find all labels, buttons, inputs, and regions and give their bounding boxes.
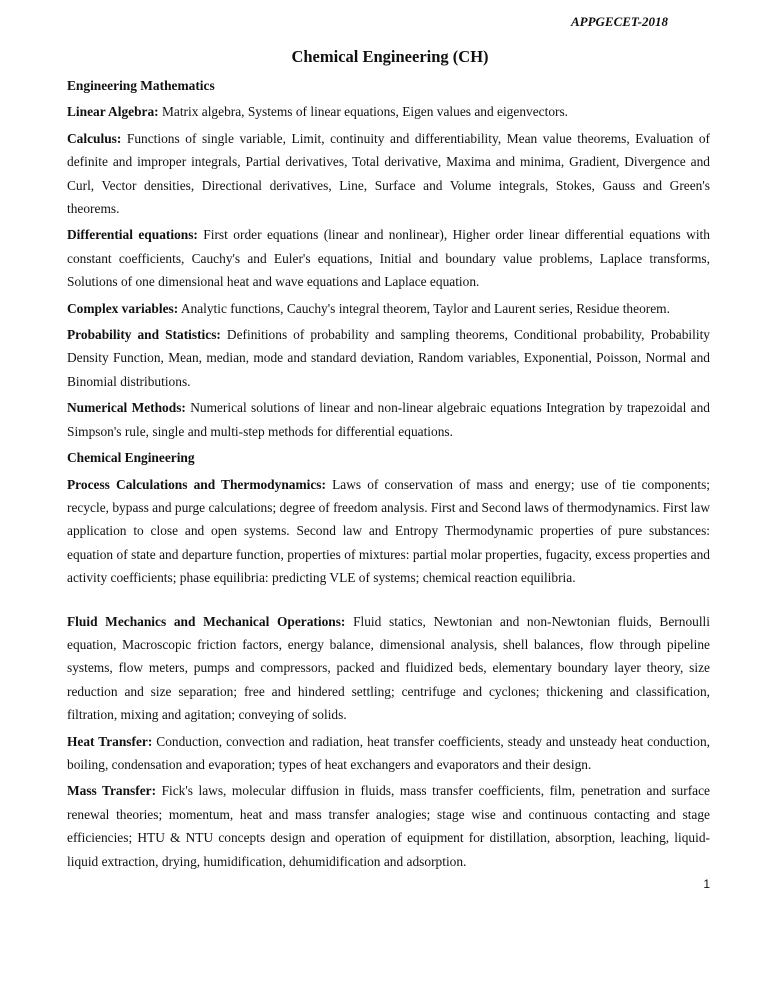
- section-heading: Chemical Engineering: [67, 450, 195, 466]
- topic-paragraph: Probability and Statistics: Definitions of probability and sampling theorems, Conditional probability, Probability Density Function, Mean, median, mode and standard deviation, Random variables, Exponential, Poisson, Normal and Binomial distributions.: [67, 327, 710, 389]
- topic-paragraph: Numerical Methods: Numerical solutions of linear and non-linear algebraic equations Integration by trapezoidal and Simpson's rule, single and multi-step methods for differential equations.: [67, 400, 710, 439]
- page-title: Chemical Engineering (CH): [291, 47, 489, 66]
- document-body: [67, 0, 710, 892]
- topic-paragraph: Mass Transfer: Fick's laws, molecular diffusion in fluids, mass transfer coefficients, film, penetration and surface renewal theories; momentum, heat and mass transfer analogies; stage wise and continuous contacting and stage efficiencies; HTU & NTU concepts design and operation of equipment for distillation, absorption, leaching, liquid-liquid extraction, drying, humidification, dehumidification and adsorption.: [67, 783, 710, 869]
- topic-paragraph: Linear Algebra: Matrix algebra, Systems of linear equations, Eigen values and eigenvectors.: [67, 104, 569, 120]
- topic-paragraph: Heat Transfer: Conduction, convection and radiation, heat transfer coefficients, steady and unsteady heat conduction, boiling, condensation and evaporation; types of heat exchangers and evaporators and their design.: [67, 733, 710, 772]
- topic-paragraph: Differential equations: First order equations (linear and nonlinear), Higher order linear differential equations with constant coefficients, Cauchy's and Euler's equations, Initial and boundary value problems, Laplace transforms, Solutions of one dimensional heat and wave equations and Laplace equation.: [67, 227, 710, 290]
- topic-paragraph: Complex variables: Analytic functions, Cauchy's integral theorem, Taylor and Laurent series, Residue theorem.: [67, 300, 670, 316]
- page-number: 1: [703, 877, 710, 891]
- topic-paragraph: Calculus: Functions of single variable, Limit, continuity and differentiability, Mean value theorems, Evaluation of definite and improper integrals, Partial derivatives, Total derivative, Maxima and minima, Gradient, Divergence and Curl, Vector densities, Directional derivatives, Line, Surface and Volume integrals, Stokes, Gauss and Green's theorems.: [67, 130, 710, 217]
- section-heading: Engineering Mathematics: [67, 78, 215, 93]
- running-header: APPGECET-2018: [570, 14, 668, 29]
- topic-paragraph: Fluid Mechanics and Mechanical Operations: Fluid statics, Newtonian and non-Newtonian fluids, Bernoulli equation, Macroscopic friction factors, energy balance, dimensional analysis, shell balances, flow through pipeline systems, flow meters, pumps and compressors, packed and fluidized beds, elementary boundary layer theory, size reduction and size separation; free and hindered settling; centrifuge and cyclones; thickening and classification, filtration, mixing and agitation; conveying of solids.: [67, 613, 710, 723]
- topic-paragraph: Process Calculations and Thermodynamics: Laws of conservation of mass and energy; use of tie components; recycle, bypass and purge calculations; degree of freedom analysis. First and Second laws of thermodynamics. First law application to close and open systems. Second law and Entropy Thermodynamic properties of pure substances: equation of state and departure function, properties of mixtures: partial molar properties, fugacity, excess properties and activity coefficients; phase equilibria: predicting VLE of systems; chemical reaction equilibria.: [67, 476, 710, 586]
